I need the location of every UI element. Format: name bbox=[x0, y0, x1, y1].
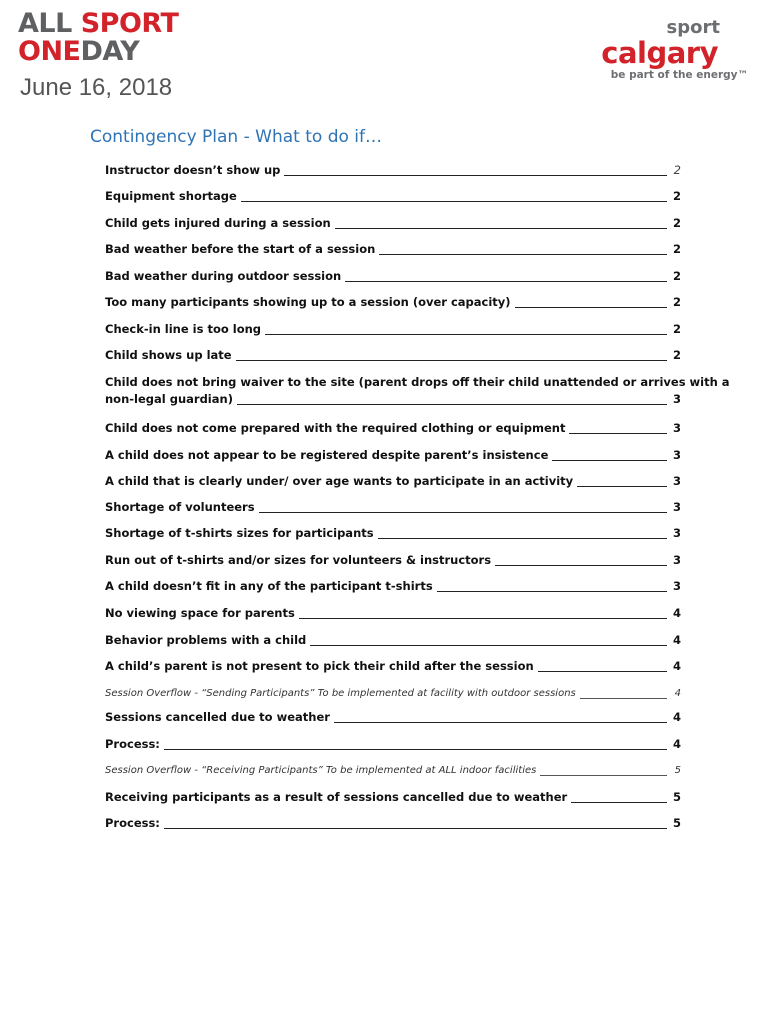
toc-leader bbox=[437, 591, 667, 592]
toc-leader bbox=[379, 254, 667, 255]
toc-leader bbox=[552, 460, 667, 461]
logo-word-one: ONE bbox=[18, 36, 81, 67]
toc-page-number: 3 bbox=[672, 579, 681, 593]
toc-entry-label: Child does not bring waiver to the site (parent drops off their child unattended or arrives with a bbox=[105, 375, 730, 389]
toc-entry-label: Too many participants showing up to a session (over capacity) bbox=[105, 295, 511, 309]
toc-leader bbox=[164, 749, 667, 750]
logo-word-day: DAY bbox=[80, 36, 140, 67]
toc-leader bbox=[241, 201, 667, 202]
toc-entry-label: Shortage of t-shirts sizes for participants bbox=[105, 526, 374, 540]
toc-leader bbox=[299, 618, 667, 619]
toc-leader bbox=[310, 645, 667, 646]
toc-leader bbox=[569, 433, 667, 434]
toc-page-number: 4 bbox=[672, 633, 681, 647]
toc-entry[interactable] bbox=[105, 268, 681, 285]
toc-entry-label: No viewing space for parents bbox=[105, 606, 295, 620]
all-sport-one-day-logo bbox=[18, 10, 178, 66]
toc-entry[interactable] bbox=[105, 578, 681, 595]
logo-line-1 bbox=[18, 10, 178, 38]
toc-entry-label: Equipment shortage bbox=[105, 189, 237, 203]
toc-leader bbox=[540, 775, 667, 776]
toc-leader bbox=[538, 671, 667, 672]
toc-leader bbox=[345, 281, 667, 282]
toc-page-number: 3 bbox=[672, 553, 681, 567]
toc-entry[interactable] bbox=[105, 347, 681, 364]
toc-page-number: 5 bbox=[672, 790, 681, 804]
toc-entry-label: Session Overflow - “Receiving Participants” To be implemented at ALL indoor facilities bbox=[105, 765, 537, 776]
toc-entry[interactable] bbox=[105, 294, 681, 311]
toc-title: Contingency Plan - What to do if… bbox=[90, 127, 382, 147]
document-date: June 16, 2018 bbox=[20, 74, 173, 101]
toc-leader bbox=[284, 175, 667, 176]
toc-entry[interactable] bbox=[105, 552, 681, 569]
toc-leader bbox=[580, 698, 667, 699]
toc-page-number: 3 bbox=[672, 474, 681, 488]
toc-leader bbox=[378, 538, 667, 539]
toc-page-number: 4 bbox=[672, 659, 681, 673]
toc-entry-label-cont: non-legal guardian) bbox=[105, 392, 233, 406]
toc-entry[interactable] bbox=[105, 374, 730, 408]
toc-entry-label: Run out of t-shirts and/or sizes for volunteers & instructors bbox=[105, 553, 492, 567]
toc-entry[interactable] bbox=[105, 762, 681, 779]
toc-leader bbox=[335, 228, 667, 229]
toc-entry-label: Session Overflow - “Sending Participants” To be implemented at facility with outdoor sessions bbox=[105, 688, 576, 699]
logo-word-all: ALL bbox=[18, 8, 72, 39]
toc-page-number: 3 bbox=[672, 392, 681, 406]
toc-entry-label: Process: bbox=[105, 737, 160, 751]
toc-leader bbox=[164, 828, 667, 829]
toc-entry-label: A child does not appear to be registered despite parent’s insistence bbox=[105, 448, 549, 462]
toc-page-number: 2 bbox=[672, 348, 681, 362]
toc-page-number: 4 bbox=[674, 688, 681, 699]
toc-entry[interactable] bbox=[105, 473, 681, 490]
toc-entry[interactable] bbox=[105, 162, 681, 179]
toc-page-number: 3 bbox=[672, 526, 681, 540]
toc-page-number: 2 bbox=[672, 189, 681, 203]
toc-leader bbox=[236, 360, 667, 361]
toc-entry-label: Shortage of volunteers bbox=[105, 500, 255, 514]
toc-page-number: 2 bbox=[672, 242, 681, 256]
toc-page-number: 2 bbox=[672, 295, 681, 309]
toc-page-number: 4 bbox=[672, 737, 681, 751]
toc-leader bbox=[515, 307, 667, 308]
toc-page-number: 2 bbox=[672, 322, 681, 336]
toc-page-number: 3 bbox=[672, 500, 681, 514]
toc-page-number: 3 bbox=[672, 421, 681, 435]
logo-sport-text: sport bbox=[666, 17, 720, 38]
toc-entry[interactable] bbox=[105, 499, 681, 516]
toc-entry-label: A child’s parent is not present to pick their child after the session bbox=[105, 659, 534, 673]
logo-word-sport: SPORT bbox=[80, 8, 179, 39]
toc-entry-label: A child doesn’t fit in any of the participant t-shirts bbox=[105, 579, 433, 593]
toc-page-number: 5 bbox=[674, 765, 681, 776]
toc-entry[interactable] bbox=[105, 321, 681, 338]
toc-entry[interactable] bbox=[105, 815, 681, 832]
toc-entry[interactable] bbox=[105, 215, 681, 232]
toc-entry[interactable] bbox=[105, 188, 681, 205]
toc-page-number: 4 bbox=[672, 710, 681, 724]
toc-entry[interactable] bbox=[105, 632, 681, 649]
logo-calgary-text: calgary bbox=[601, 36, 718, 70]
toc-entry[interactable] bbox=[105, 789, 681, 806]
toc-entry-label: Sessions cancelled due to weather bbox=[105, 710, 330, 724]
toc-entry-label: Receiving participants as a result of sessions cancelled due to weather bbox=[105, 790, 568, 804]
toc-leader bbox=[259, 512, 667, 513]
toc-entry[interactable] bbox=[105, 420, 681, 437]
toc-entry-label: Child gets injured during a session bbox=[105, 216, 331, 230]
toc-leader bbox=[495, 565, 667, 566]
sport-calgary-logo bbox=[601, 18, 748, 82]
toc-entry[interactable] bbox=[105, 241, 681, 258]
toc-leader bbox=[265, 334, 667, 335]
toc-leader bbox=[571, 802, 667, 803]
toc-entry-label: Bad weather during outdoor session bbox=[105, 269, 342, 283]
toc-entry-label: Process: bbox=[105, 816, 160, 830]
toc-page-number: 2 bbox=[672, 269, 681, 283]
logo-line-2 bbox=[18, 38, 178, 66]
toc-entry[interactable] bbox=[105, 605, 681, 622]
toc-entry-label: Check-in line is too long bbox=[105, 322, 262, 336]
toc-page-number: 2 bbox=[673, 163, 681, 177]
toc-entry-label: Bad weather before the start of a session bbox=[105, 242, 376, 256]
toc-page-number: 4 bbox=[672, 606, 681, 620]
toc-entry-label: Child does not come prepared with the required clothing or equipment bbox=[105, 421, 566, 435]
toc-entry[interactable] bbox=[105, 685, 681, 702]
toc-page-number: 2 bbox=[672, 216, 681, 230]
toc-entry-label: Instructor doesn’t show up bbox=[105, 163, 281, 177]
toc-entry[interactable] bbox=[105, 447, 681, 464]
toc-entry[interactable] bbox=[105, 525, 681, 542]
toc-entry[interactable] bbox=[105, 709, 681, 726]
toc-entry[interactable] bbox=[105, 658, 681, 675]
toc-entry[interactable] bbox=[105, 736, 681, 753]
toc-leader bbox=[237, 404, 667, 405]
toc-entry-label: Behavior problems with a child bbox=[105, 633, 307, 647]
toc-entry-label: Child shows up late bbox=[105, 348, 232, 362]
logo-tagline: be part of the energy™ bbox=[610, 69, 748, 81]
toc-leader bbox=[334, 722, 667, 723]
toc-page-number: 3 bbox=[672, 448, 681, 462]
toc-page-number: 5 bbox=[672, 816, 681, 830]
toc-entry-label: A child that is clearly under/ over age wants to participate in an activity bbox=[105, 474, 574, 488]
toc-leader bbox=[577, 486, 667, 487]
